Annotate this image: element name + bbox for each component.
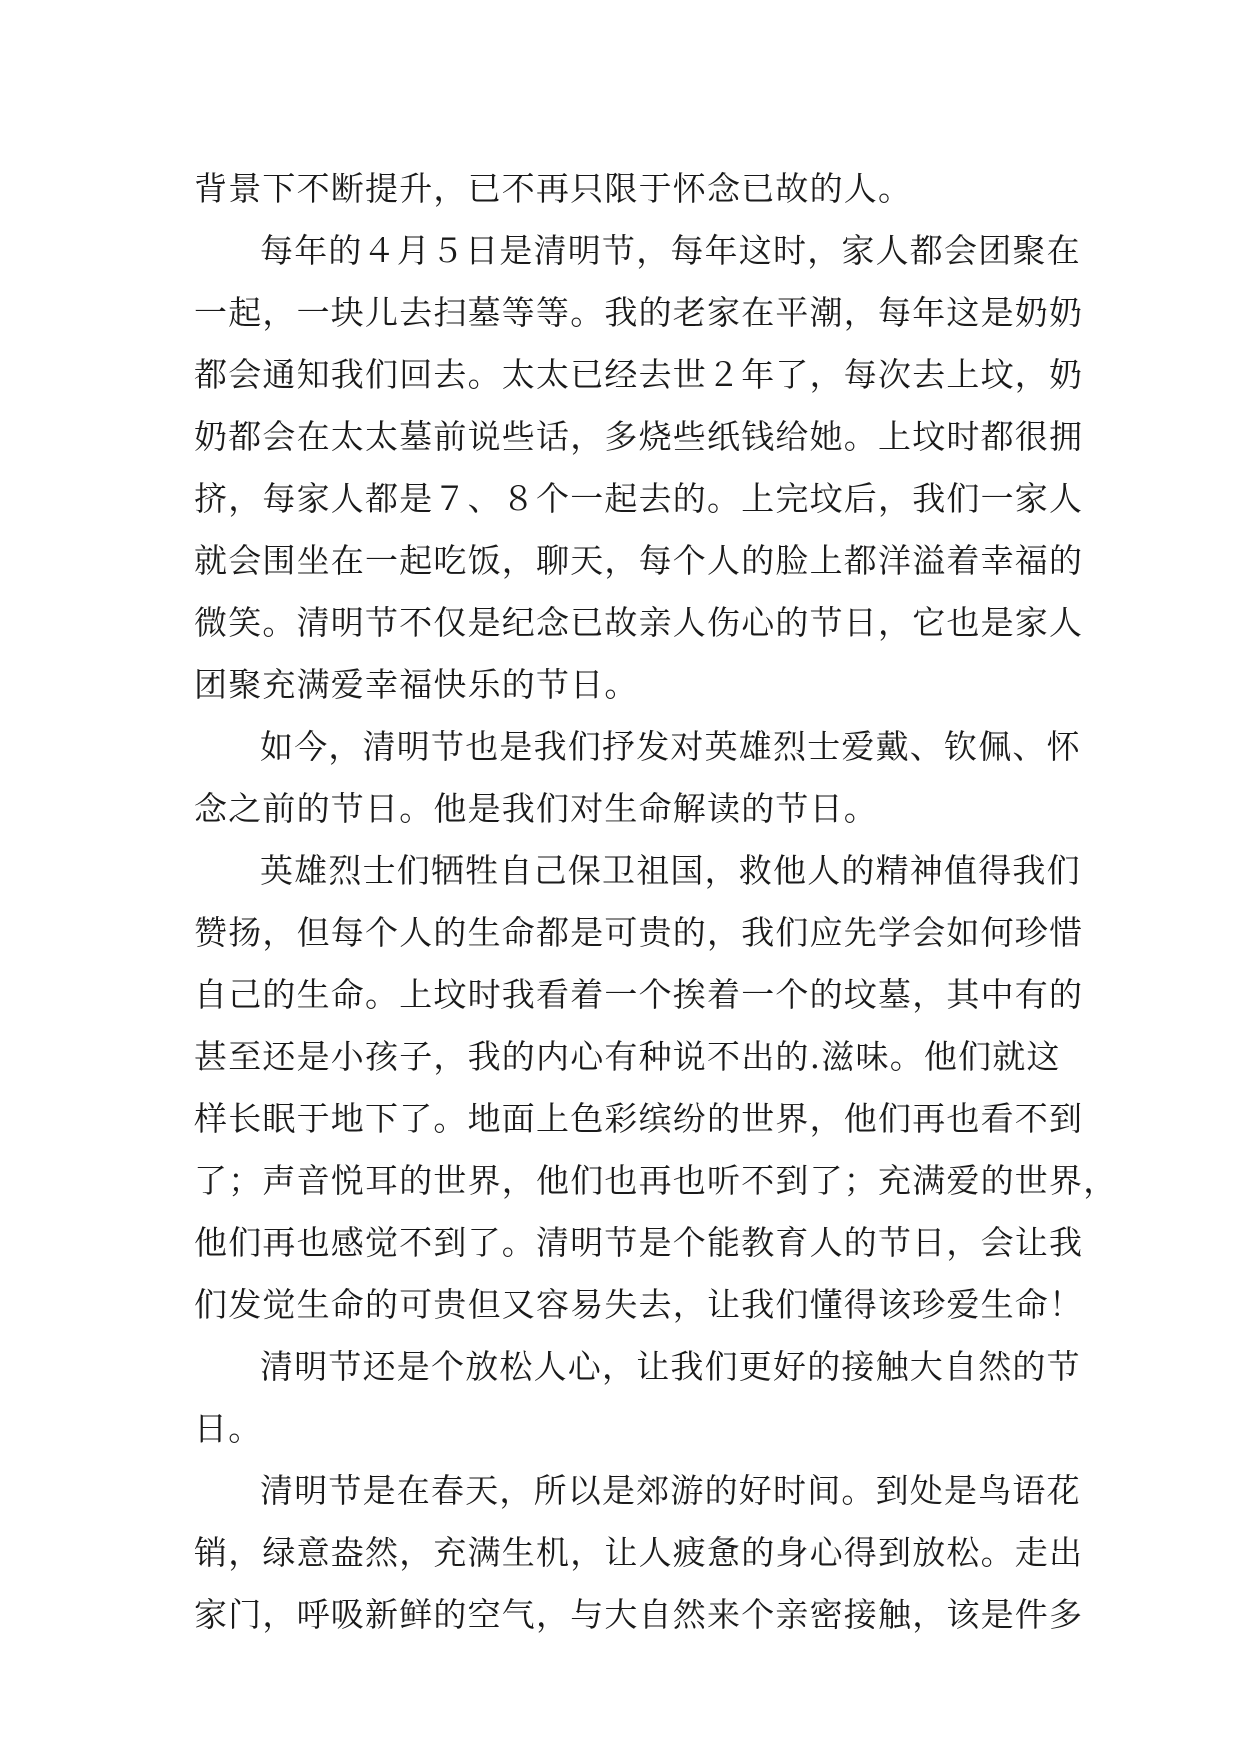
text-line: 每年的４月５日是清明节，每年这时，家人都会团聚在 [260,231,1081,270]
text-line: 奶都会在太太墓前说些话，多烧些纸钱给她。上坟时都很拥 [194,417,1084,456]
text-line: 赞扬，但每个人的生命都是可贵的，我们应先学会如何珍惜 [194,913,1084,952]
text-line: 了；声音悦耳的世界，他们也再也听不到了；充满爱的世界， [194,1161,1118,1200]
text-line: 挤，每家人都是７、８个一起去的。上完坟后，我们一家人 [194,479,1084,518]
text-line: 如今，清明节也是我们抒发对英雄烈士爱戴、钦佩、怀 [260,727,1081,766]
text-line: 念之前的节日。他是我们对生命解读的节日。 [194,789,878,828]
text-line: 清明节是在春天，所以是郊游的好时间。到处是鸟语花 [260,1471,1081,1510]
text-line: 微笑。清明节不仅是纪念已故亲人伤心的节日，它也是家人 [194,603,1084,642]
text-line: 样长眠于地下了。地面上色彩缤纷的世界，他们再也看不到 [194,1099,1084,1138]
text-line: 日。 [194,1409,263,1448]
text-line: 他们再也感觉不到了。清明节是个能教育人的节日，会让我 [194,1223,1084,1262]
text-line: 清明节还是个放松人心，让我们更好的接触大自然的节 [260,1347,1081,1386]
text-line: 自己的生命。上坟时我看着一个挨着一个的坟墓，其中有的 [194,975,1084,1014]
text-line: 背景下不断提升，已不再只限于怀念已故的人。 [194,169,913,208]
text-line: 销，绿意盎然，充满生机，让人疲惫的身心得到放松。走出 [194,1533,1084,1572]
text-line: 团聚充满爱幸福快乐的节日。 [194,665,639,704]
text-line: 就会围坐在一起吃饭，聊天，每个人的脸上都洋溢着幸福的 [194,541,1084,580]
text-line: 一起，一块儿去扫墓等等。我的老家在平潮，每年这是奶奶 [194,293,1084,332]
text-line: 们发觉生命的可贵但又容易失去，让我们懂得该珍爱生命！ [194,1285,1084,1324]
text-line: 家门，呼吸新鲜的空气，与大自然来个亲密接触，该是件多 [194,1595,1084,1634]
text-line: 甚至还是小孩子，我的内心有种说不出的.滋味。他们就这 [194,1037,1061,1076]
text-line: 英雄烈士们牺牲自己保卫祖国，救他人的精神值得我们 [260,851,1081,890]
body-text [194,158,1118,1646]
text-line: 都会通知我们回去。太太已经去世２年了，每次去上坟，奶 [194,355,1084,394]
